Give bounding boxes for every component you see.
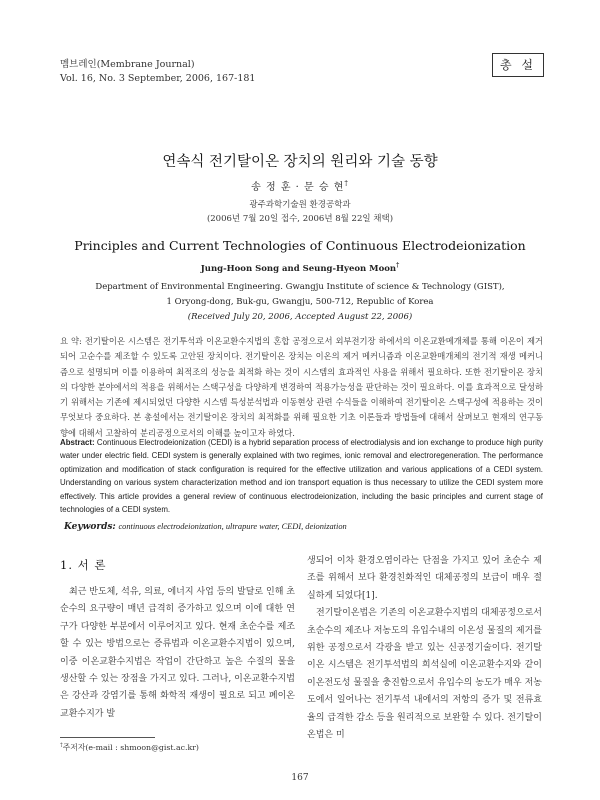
korean-dates: (2006년 7월 20일 접수, 2006년 8월 22일 채택) [206,214,394,224]
english-author-names: Jung-Hoon Song and Seung-Hyeon Moon [200,263,397,274]
footnote-divider [60,737,155,738]
body-column-right [307,553,542,744]
korean-affiliation [0,198,600,226]
footnote [60,742,199,753]
english-authors [0,262,600,274]
keywords-label: Keywords: [64,522,116,532]
korean-abstract-label: 요 약: [60,336,82,346]
journal-volume: Vol. 16, No. 3 September, 2006, 167-181 [60,73,256,84]
korean-abstract [60,334,543,441]
intro-paragraph-1-cont: 생되어 이차 환경오염이라는 단점을 가지고 있어 초순수 제조를 위해서 보다 환경친화적인 대체공정의 보급이 매우 절실하게 되었다[1]. [307,556,542,601]
body-column-left [60,584,295,723]
korean-author-names: 송 정 훈 · 문 승 현 [251,182,345,193]
english-affiliation-line2: 1 Oryong-dong, Buk-gu, Gwangju, 500-712, Republic of Korea [166,297,434,307]
korean-abstract-text: 전기탈이온 시스템은 전기투석과 이온교환수지법의 혼합 공정으로서 외부전기장 하에서의 이온교환메개체를 통해 이온이 제거되어 고순수를 제조할 수 있도록 고안된 장치이다. 전기탈이온 장치는 이온의 제거 메커니즘과 이온교환매개체의 전기적 재생 메커니즘으로 설명되며 이를 이용하여 최적조의 성능을 최적화 하는 것이 시스템의 효과적인 사용을 위해서 필요하다. 또한 전기탈이온 장치의 다양한 분야에서의 적용을 위해서는 스택구성을 다양하게 변경하여 적용가능성을 판단하는 것이 필요하다. 이를 효과적으로 달성하기 위해서는 기존에 제시되었던 다양한 시스템 특성분석법과 이동현상 관련 수식들을 이해하여 전기탈이온 스택구성에 적용하는 것이 무엇보다 중요하다. 본 총설에서는 전기탈이온 장치의 최적화를 위해 필요한 기초 이론들과 방법들에 대해서 살펴보고 현재의 연구동향에 대해서 고찰하여 분리공정으로서의 이해를 높이고자 하였다. [60,336,543,438]
journal-name: 멤브레인(Membrane Journal) [60,59,195,70]
footnote-mark: † [60,742,63,749]
english-abstract [60,436,543,516]
english-abstract-label: Abstract: [60,438,95,447]
english-dates: (Received July 20, 2006, Accepted August 22, 2006) [187,312,413,322]
english-affiliation-line1: Department of Environmental Engineering. Gwangju Institute of science & Technology (GIST), [95,282,505,292]
korean-affiliation-dept: 광주과학기술원 환경공학과 [249,200,351,210]
footnote-text: 주저자(e-mail : shmoon@gist.ac.kr) [62,743,199,752]
korean-title: 연속식 전기탈이온 장치의 원리와 기술 동향 [162,154,438,170]
english-title: Principles and Current Technologies of Continuous Electrodeionization [74,238,526,253]
section-heading: 1. 서 론 [60,558,107,572]
keywords-text: continuous electrodeionization, ultrapure water, CEDI, deionization [118,522,347,531]
english-affiliation [0,280,600,325]
english-corresponding-mark: † [396,262,400,269]
article-type-badge: 총 설 [492,53,544,77]
english-abstract-text: Continuous Electrodeionization (CEDI) is a hybrid separation process of electrodialysis and ion exchange to produce high purity water under electric field. CEDI system is generally explained with two regimes, ionic removal and electroregeneration. The performance optimization and modification of stack configuration is required for the effective utilization and various applications of a CEDI system. Understanding on various system characterization method and ion transport equation is thus necessary to utilize the CEDI system more effectively. This article provides a general review of continuous electrodeionization, including the basic principles and current stage of technologies of a CEDI system. [60,438,543,515]
intro-paragraph-2: 전기탈이온법은 기존의 이온교환수지법의 대체공정으로서 초순수의 제조나 저농도의 유입수내의 이온성 물질의 제거를 위한 공정으로서 각광을 받고 있는 신공정기술이다. 전기탈이온 시스템은 전기투석법의 희석실에 이온교환수지와 같이 이온전도성 물질을 충진함으로서 유입수의 농도가 매우 저농도에서 일어나는 전기투석 내에서의 저항의 증가 및 전류효율의 급격한 감소 등을 원리적으로 보완할 수 있다. 전기탈이온법은 미 [307,608,542,741]
corresponding-mark: † [344,179,349,188]
intro-paragraph-1: 최근 반도체, 석유, 의료, 에너지 사업 등의 발달로 인해 초순수의 요구량이 매년 급격히 증가하고 있으며 이에 대한 연구가 다양한 부분에서 이루어지고 있다. 현재 초순수를 제조할 수 있는 방법으로는 증류법과 이온교환수지법이 있으며, 이중 이온교환수지법은 작업이 간단하고 높은 수질의 물을 생산할 수 있는 장점을 가지고 있다. 그러나, 이온교환수지법은 강산과 강염기를 통해 화학적 재생이 필요로 되고 폐이온교환수지가 발 [60,587,295,719]
journal-info [60,58,255,86]
page-number: 167 [291,773,309,783]
korean-authors [0,178,600,193]
keywords [64,521,347,532]
